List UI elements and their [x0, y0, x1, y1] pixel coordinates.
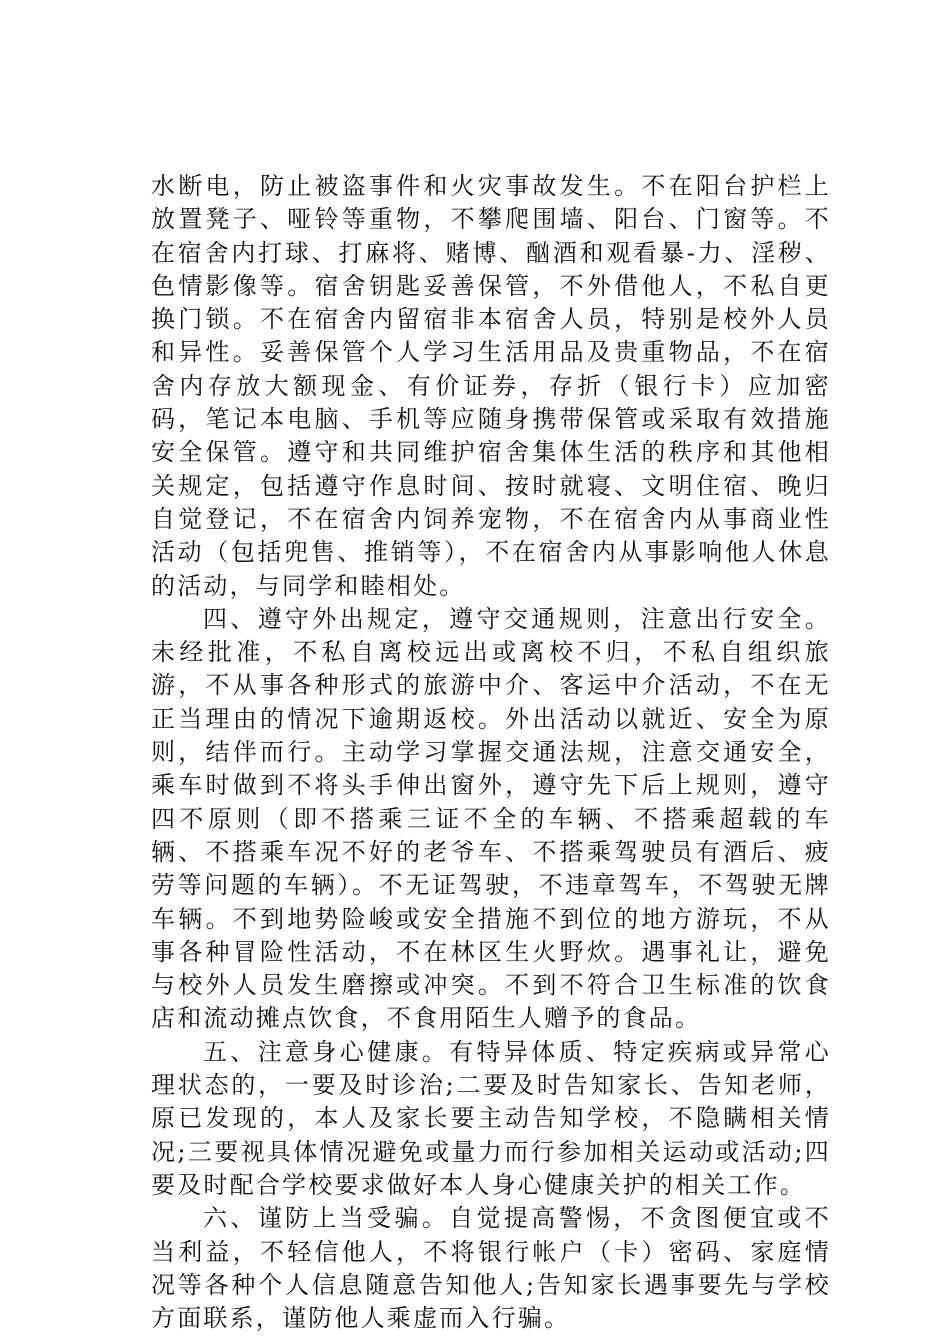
paragraph-travel-safety: 四、遵守外出规定，遵守交通规则，注意出行安全。未经批准，不私自离校远出或离校不归，不私自组织旅游，不从事各种形式的旅游中介、客运中介活动，不在无正当理由的情况下逾期返校。外出活动以就近、安全为原则，结伴而行。主动学习掌握交通法规，注意交通安全，乘车时做到不将头手伸出窗外，遵守先下后上规则，遵守四不原则（即不搭乘三证不全的车辆、不搭乘超载的车辆、不搭乘车况不好的老爷车、不搭乘驾驶员有酒后、疲劳等问题的车辆）。不无证驾驶，不违章驾车，不驾驶无牌车辆。不到地势险峻或安全措施不到位的地方游玩，不从事各种冒险性活动，不在林区生火野炊。遇事礼让，避免与校外人员发生磨擦或冲突。不到不符合卫生标准的饮食店和流动摊点饮食，不食用陌生人赠予的食品。: [151, 604, 831, 1033]
paragraph-health: 五、注意身心健康。有特异体质、特定疾病或异常心理状态的，一要及时诊治;二要及时告知家长、告知老师，原已发现的，本人及家长要主动告知学校，不隐瞒相关情况;三要视具体情况避免或量力而行参加相关运动或活动;四要及时配合学校要求做好本人身心健康关护的相关工作。: [151, 1037, 831, 1199]
document-body: [151, 170, 831, 1335]
paragraph-fraud-prevention: 六、谨防上当受骗。自觉提高警惕，不贪图便宜或不当利益，不轻信他人，不将银行帐户（卡）密码、家庭情况等各种个人信息随意告知他人;告知家长遇事要先与学校方面联系，谨防他人乘虚而入行骗。: [151, 1204, 831, 1333]
paragraph-dormitory-rules: 水断电，防止被盗事件和火灾事故发生。不在阳台护栏上放置凳子、哑铃等重物，不攀爬围墙、阳台、门窗等。不在宿舍内打球、打麻将、赌博、酗酒和观看暴-力、淫秽、色情影像等。宿舍钥匙妥善保管，不外借他人，不私自更换门锁。不在宿舍内留宿非本宿舍人员，特别是校外人员和异性。妥善保管个人学习生活用品及贵重物品，不在宿舍内存放大额现金、有价证券，存折（银行卡）应加密码，笔记本电脑、手机等应随身携带保管或采取有效措施安全保管。遵守和共同维护宿舍集体生活的秩序和其他相关规定，包括遵守作息时间、按时就寝、文明住宿、晚归自觉登记，不在宿舍内饲养宠物，不在宿舍内从事商业性活动（包括兜售、推销等），不在宿舍内从事影响他人休息的活动，与同学和睦相处。: [151, 172, 831, 600]
